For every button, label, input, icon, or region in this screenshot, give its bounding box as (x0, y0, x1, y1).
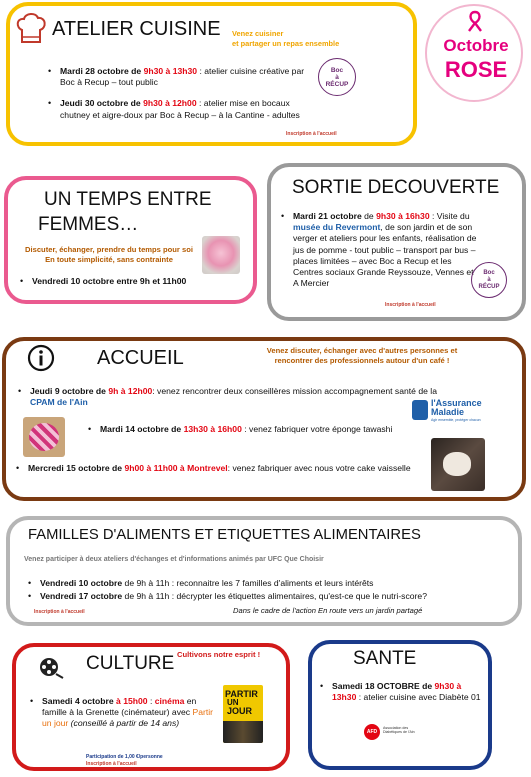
cake-vaisselle-photo (431, 438, 485, 491)
pink-ribbon-icon (465, 10, 485, 32)
partir-un-jour-poster: PARTIR UN JOUR (223, 685, 263, 743)
culture-tagline: Cultivons notre esprit ! (177, 650, 261, 659)
list-item: • Mardi 21 octobre de 9h30 à 16h30 : Visite du musée du Revermont, de son jardin et de son verger et ateliers pour les enfants, réalisation de jus de pomme - tout public – transport par bus – places limitées – avec Boc a Recup et les Centres sociaux Grande Reyssouze, Vennes et A Mercier (281, 211, 477, 289)
sortie-note: Inscription à l'accueil (385, 302, 436, 308)
atelier-tagline-line1: Venez cuisiner (232, 29, 284, 38)
flower-photo (202, 236, 240, 274)
list-item: • Jeudi 30 octobre de 9h30 à 12h00 : atelier mise en bocaux chutney et aigre-doux par Boc à Recup – à la Cantine - adultes (48, 98, 306, 120)
list-item: • Mardi 28 octobre de 9h30 à 13h30 : atelier cuisine créative par Boc à Recup – tout public (48, 66, 306, 88)
accueil-list-1 (18, 386, 438, 413)
boc-a-recup-logo: Boc à RÉCUP (318, 58, 356, 96)
list-item: • Vendredi 17 octobre de 9h à 11h : décrypter les étiquettes alimentaires, qu'est-ce que le nutri-score? (28, 591, 498, 602)
assurance-maladie-emblem-icon (412, 400, 428, 420)
rose-text: ROSE (444, 57, 508, 82)
info-icon (27, 344, 55, 372)
familles-intro: Venez participer à deux ateliers d'échanges et d'informations animés par UFC Que Choisir (24, 556, 324, 563)
list-item: • Vendredi 10 octobre de 9h à 11h : reconnaitre les 7 familles d'aliments et leurs intérêts (28, 578, 498, 589)
femmes-tagline: Discuter, échanger, prendre du temps pour soi En toute simplicité, sans contrainte (25, 245, 193, 264)
culture-title: CULTURE (86, 653, 175, 674)
list-item: • Jeudi 9 octobre de 9h à 12h00: venez rencontrer deux conseillères mission accompagnement santé de la CPAM de l'Ain (18, 386, 438, 408)
atelier-cuisine-title: ATELIER CUISINE (52, 18, 221, 40)
atelier-note: Inscription à l'accueil (286, 131, 337, 137)
tawashi-sponge-photo (23, 417, 65, 457)
atelier-tagline (232, 29, 339, 49)
list-item: • Mardi 14 octobre de 13h30 à 16h00 : venez fabriquer votre éponge tawashi (88, 424, 428, 435)
octobre-text: Octobre (443, 36, 509, 55)
atelier-tagline-line2: et partager un repas ensemble (232, 39, 340, 48)
accueil-list-2 (88, 424, 428, 440)
sante-title: SANTE (353, 648, 417, 669)
sante-list (320, 681, 488, 708)
familles-title: FAMILLES D'ALIMENTS ET ETIQUETTES ALIMENTAIRES (28, 527, 421, 543)
atelier-list (48, 66, 306, 126)
list-item: • Samedi 18 OCTOBRE de 9h30 à 13h30 : atelier cuisine avec Diabète 01 (320, 681, 488, 703)
familles-context: Dans le cadre de l'action En route vers un jardin partagé (233, 606, 423, 615)
femmes-title-line2: FEMMES… (38, 214, 139, 235)
chef-hat-icon (16, 12, 46, 48)
sortie-title: SORTIE DECOUVERTE (292, 177, 500, 198)
femmes-title-line1: UN TEMPS ENTRE (44, 189, 212, 210)
sortie-list (281, 211, 477, 294)
assurance-maladie-logo: l'Assurance Maladie Agir ensemble, protéger chacun (412, 398, 502, 428)
list-item: • Vendredi 10 octobre entre 9h et 11h00 (20, 276, 220, 287)
list-item: • Mercredi 15 octobre de 9h00 à 11h00 à Montrevel: venez fabriquer avec nous votre cake vaisselle (16, 463, 426, 474)
familles-list (28, 578, 498, 607)
femmes-list (20, 276, 220, 292)
film-reel-icon (38, 656, 64, 680)
octobre-rose-logo (425, 4, 523, 102)
afd-emblem-icon: AFD (364, 724, 380, 740)
culture-list (30, 696, 220, 735)
accueil-tagline: Venez discuter, échanger avec d'autres personnes et rencontrer des professionnels autour d'un café ! (266, 346, 458, 365)
culture-note-2: Inscription à l'accueil (86, 761, 137, 767)
culture-note: Participation de 1,00 €/personne (86, 754, 163, 760)
afd-logo: AFD Association des Diabétiques de l'Ain (364, 724, 424, 752)
accueil-list-3 (16, 463, 426, 479)
list-item: • Samedi 4 octobre à 15h00 : cinéma en famille à la Grenette (cinémateur) avec Partir un jour (conseillé à partir de 14 ans) (30, 696, 220, 730)
accueil-title: ACCUEIL (97, 347, 184, 369)
boc-a-recup-logo-2: Boc à RÉCUP (471, 262, 507, 298)
familles-note: Inscription à l'accueil (34, 609, 85, 615)
